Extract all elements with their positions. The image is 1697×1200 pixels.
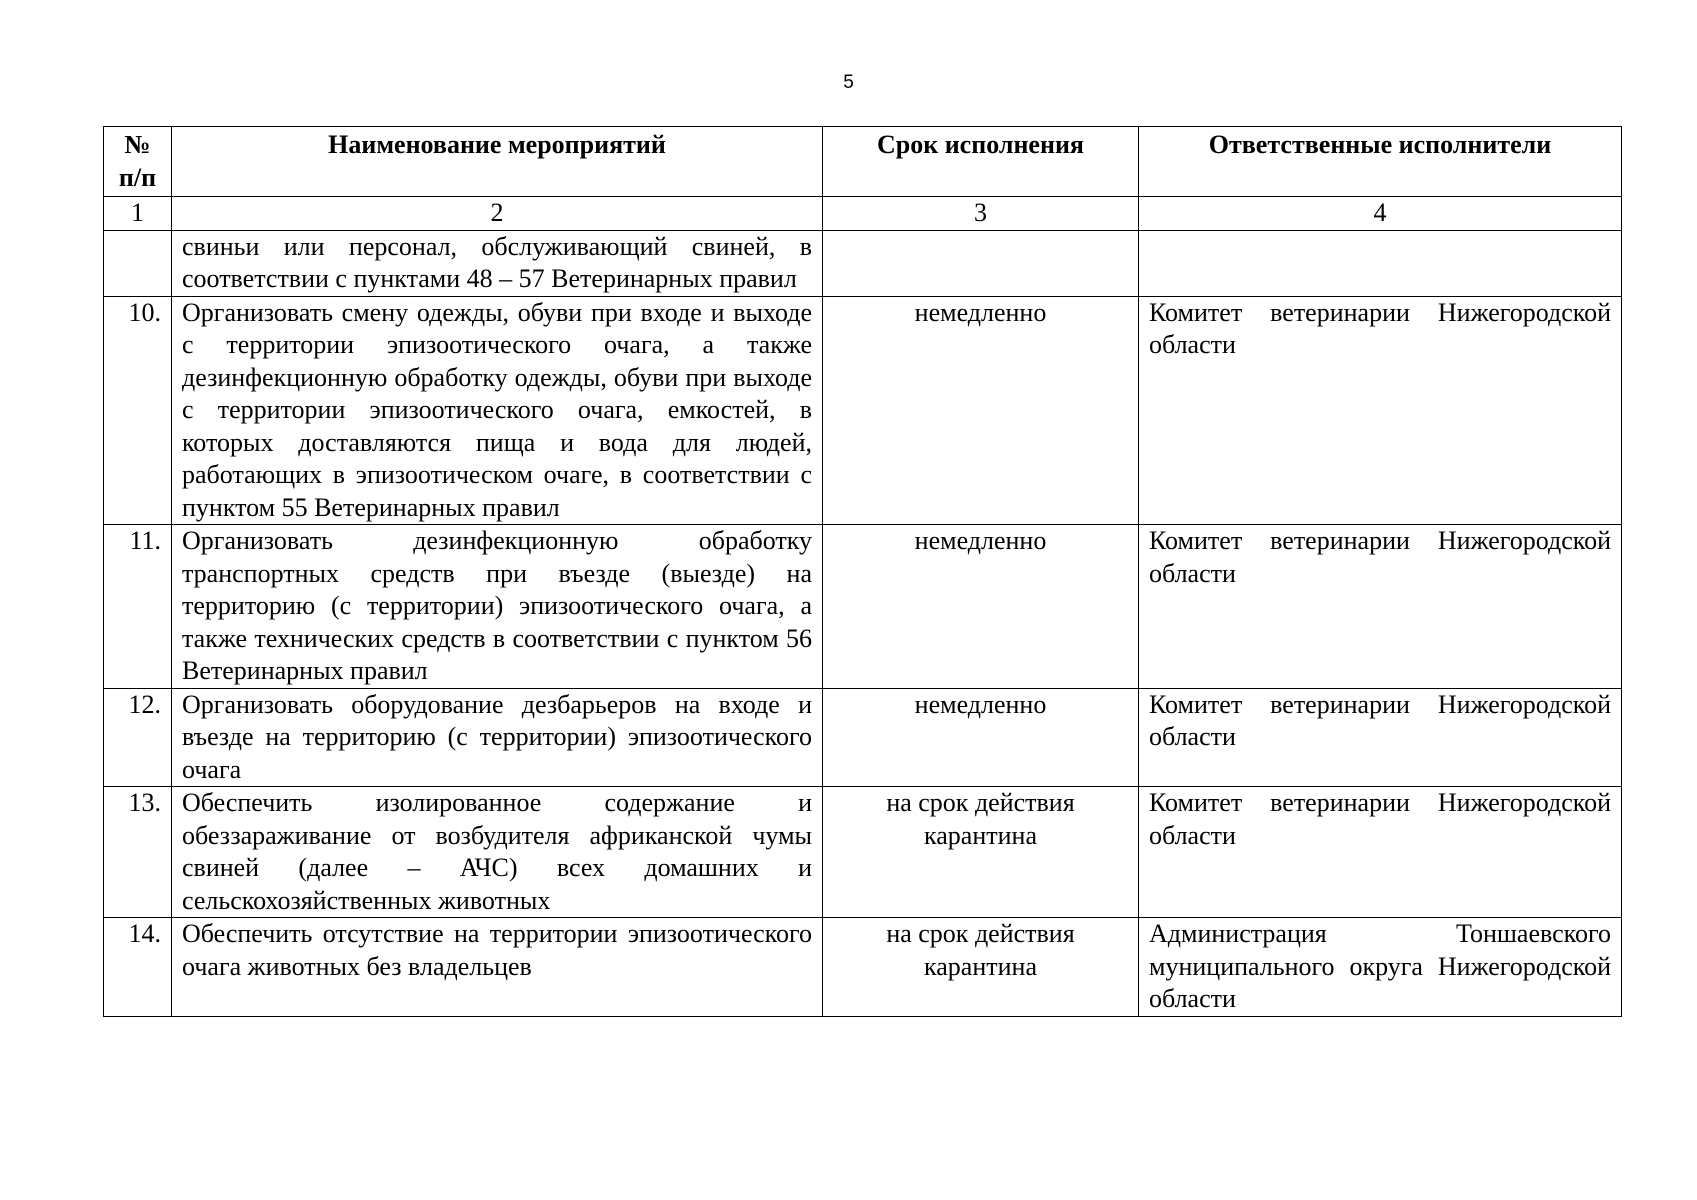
column-number: 2 xyxy=(172,197,823,231)
row-num xyxy=(104,230,172,296)
header-responsible: Ответственные исполнители xyxy=(1139,127,1622,197)
row-name: Обеспечить изолированное содержание и обеззараживание от возбудителя африканской чумы свиней (далее – АЧС) всех домашних и сельскохозяйственных животных xyxy=(172,787,823,918)
row-num: 11. xyxy=(104,525,172,689)
row-num: 10. xyxy=(104,296,172,525)
row-responsible: Комитет ветеринарии Нижегородской области xyxy=(1139,688,1622,787)
header-name: Наименование мероприятий xyxy=(172,127,823,197)
column-number: 1 xyxy=(104,197,172,231)
row-responsible: Комитет ветеринарии Нижегородской области xyxy=(1139,525,1622,689)
row-responsible: Комитет ветеринарии Нижегородской области xyxy=(1139,787,1622,918)
column-number: 4 xyxy=(1139,197,1622,231)
column-number: 3 xyxy=(823,197,1139,231)
row-deadline: на срок действия карантина xyxy=(823,918,1139,1017)
column-number-row xyxy=(104,197,1622,231)
table-row xyxy=(104,525,1622,689)
measures-table xyxy=(103,126,1622,1017)
row-deadline: на срок действия карантина xyxy=(823,787,1139,918)
row-responsible: Комитет ветеринарии Нижегородской области xyxy=(1139,296,1622,525)
row-deadline: немедленно xyxy=(823,688,1139,787)
row-deadline: немедленно xyxy=(823,296,1139,525)
table-row xyxy=(104,688,1622,787)
row-deadline: немедленно xyxy=(823,525,1139,689)
row-name: Организовать дезинфекционную обработку транспортных средств при въезде (выезде) на территорию (с территории) эпизоотического очага, а также технических средств в соответствии с пунктом 56 Ветеринарных правил xyxy=(172,525,823,689)
row-responsible xyxy=(1139,230,1622,296)
row-name: Организовать оборудование дезбарьеров на входе и въезде на территорию (с территории) эпизоотического очага xyxy=(172,688,823,787)
row-name: Организовать смену одежды, обуви при входе и выходе с территории эпизоотического очага, а также дезинфекционную обработку одежды, обуви при выходе с территории эпизоотического очага, емкостей, в которых доставляются пища и вода для людей, работающих в эпизоотическом очаге, в соответствии с пунктом 55 Ветеринарных правил xyxy=(172,296,823,525)
row-deadline xyxy=(823,230,1139,296)
page-number: 5 xyxy=(843,72,854,93)
table-row xyxy=(104,230,1622,296)
header-deadline: Срок исполнения xyxy=(823,127,1139,197)
table-row xyxy=(104,787,1622,918)
row-num: 13. xyxy=(104,787,172,918)
table-header-row xyxy=(104,127,1622,197)
table-row xyxy=(104,918,1622,1017)
row-num: 14. xyxy=(104,918,172,1017)
row-name: свиньи или персонал, обслуживающий свиней, в соответствии с пунктами 48 – 57 Ветеринарных правил xyxy=(172,230,823,296)
table-row xyxy=(104,296,1622,525)
row-responsible: Администрация Тоншаевского муниципального округа Нижегородской области xyxy=(1139,918,1622,1017)
row-num: 12. xyxy=(104,688,172,787)
header-num: № п/п xyxy=(104,127,172,197)
row-name: Обеспечить отсутствие на территории эпизоотического очага животных без владельцев xyxy=(172,918,823,1017)
